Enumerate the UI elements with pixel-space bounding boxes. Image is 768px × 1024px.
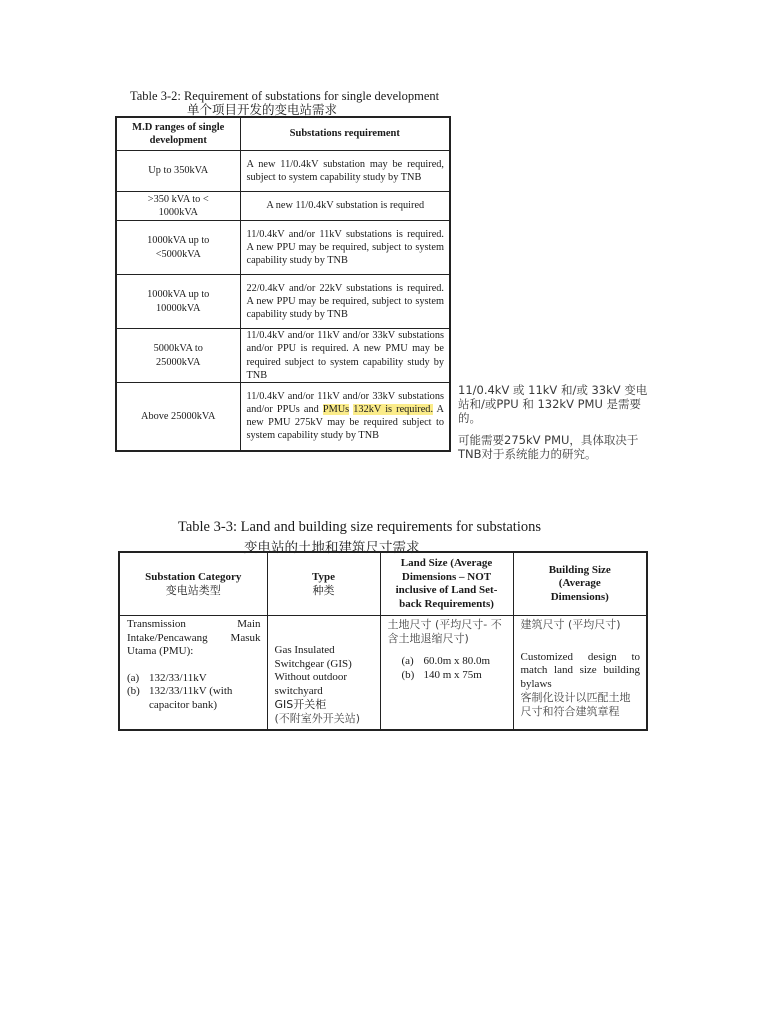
header-type-text: Type [311,570,336,583]
md-range-cell: 5000kVA to 25000kVA [116,329,240,383]
header-building-size: Building Size (Average Dimensions) [513,552,647,616]
land-size-cell [380,616,513,730]
table-3-3 [118,551,648,731]
list-item [127,685,261,712]
list-label: (a) [127,671,140,684]
requirement-cell [240,383,450,451]
list-item [402,669,507,683]
table-row [116,151,450,192]
list-text: 140 m x 75m [423,668,482,681]
table-row [116,329,450,383]
requirement-cell: A new 11/0.4kV substation is required [240,192,450,221]
list-text: 132/33/11kV (with capacitor bank) [149,685,233,711]
header-type-zh: 种类 [312,584,335,597]
table-header-row [116,117,450,151]
list-item [402,655,507,669]
requirement-text-b: A new PMU 275kV may be required subject to system capability study by TNB [246,404,444,442]
list-label: (b) [401,668,415,681]
list-text: 60.0m x 80.0m [423,655,491,667]
type-text: Gas Insulated Switchgear (GIS) Without outdoor switchyard [274,644,352,697]
type-zh: GIS开关柜 [274,698,327,711]
header-md-ranges: M.D ranges of single development [116,117,240,151]
table-row [116,221,450,275]
table-row [116,275,450,329]
category-list [127,672,261,713]
md-range-cell: 1000kVA up to <5000kVA [116,221,240,275]
requirement-cell: 22/0.4kV and/or 22kV substations is required. A new PPU may be required, subject to system capability study by TNB [240,275,450,329]
annotation-line-2: 可能需要275kV PMU，具体取决于TNB对于系统能力的研究。 [458,433,639,461]
building-size-text: Customized design to match land size building bylaws [520,650,640,690]
table-3-2-caption-zh: 单个项目开发的变电站需求 [187,102,338,117]
header-category [119,552,267,616]
table-row [119,616,647,730]
header-category-zh: 变电站类型 [165,584,221,597]
header-category-text: Substation Category [145,570,242,583]
type-cell [267,616,380,730]
list-text: 132/33/11kV [149,671,207,684]
table-row [116,383,450,451]
highlighted-text: PMUs [322,404,350,416]
requirement-cell: 11/0.4kV and/or 11kV and/or 33kV substations and/or PPU is required. A new PMU may be required subject to system capability study by TNB [240,329,450,383]
header-substations-requirement: Substations requirement [240,117,450,151]
table-3-3-caption-zh: 变电站的土地和建筑尺寸需求 [244,540,420,556]
list-label: (b) [127,685,140,697]
table-header-row [119,552,647,616]
building-size-zh-2: 客制化设计以匹配土地尺寸和符合建筑章程 [520,691,631,718]
header-type [267,552,380,616]
md-range-cell: >350 kVA to < 1000kVA [116,192,240,221]
category-cell [119,616,267,730]
table-3-2-caption: Table 3-2: Requirement of substations for single development [130,89,440,103]
type-zh-2: (不附室外开关站) [274,711,361,725]
side-annotation [458,383,658,461]
building-size-cell [513,616,647,730]
list-item [127,672,261,686]
requirement-text-a: 11/0.4kV and/or 11kV and/or 33kV substations and/or PPUs and [246,390,444,416]
table-3-3-caption: Table 3-3: Land and building size requirements for substations [178,519,542,535]
md-range-cell: 1000kVA up to 10000kVA [116,275,240,329]
requirement-cell: 11/0.4kV and/or 11kV substations is required. A new PPU may be required, subject to system capability study by TNB [240,221,450,275]
md-range-cell: Above 25000kVA [116,383,240,451]
table-row [116,192,450,221]
header-land-size: Land Size (Average Dimensions – NOT inclusive of Land Set-back Requirements) [380,552,513,616]
list-label: (a) [401,655,414,667]
annotation-line-1: 11/0.4kV 或 11kV 和/或 33kV 变电站和/或PPU 和 132kV PMU 是需要的。 [458,383,648,425]
building-size-zh: 建筑尺寸 (平均尺寸) [520,618,621,631]
land-size-zh: 土地尺寸 (平均尺寸- 不含土地退缩尺寸) [387,618,502,645]
table-3-2 [115,116,451,452]
requirement-cell: A new 11/0.4kV substation may be required, subject to system capability study by TNB [240,151,450,192]
land-size-list [388,655,507,682]
category-title: Transmission Main Intake/Pencawang Masuk Utama (PMU): [127,618,261,657]
highlighted-text: 132kV is required. [353,404,434,416]
md-range-cell: Up to 350kVA [116,151,240,192]
